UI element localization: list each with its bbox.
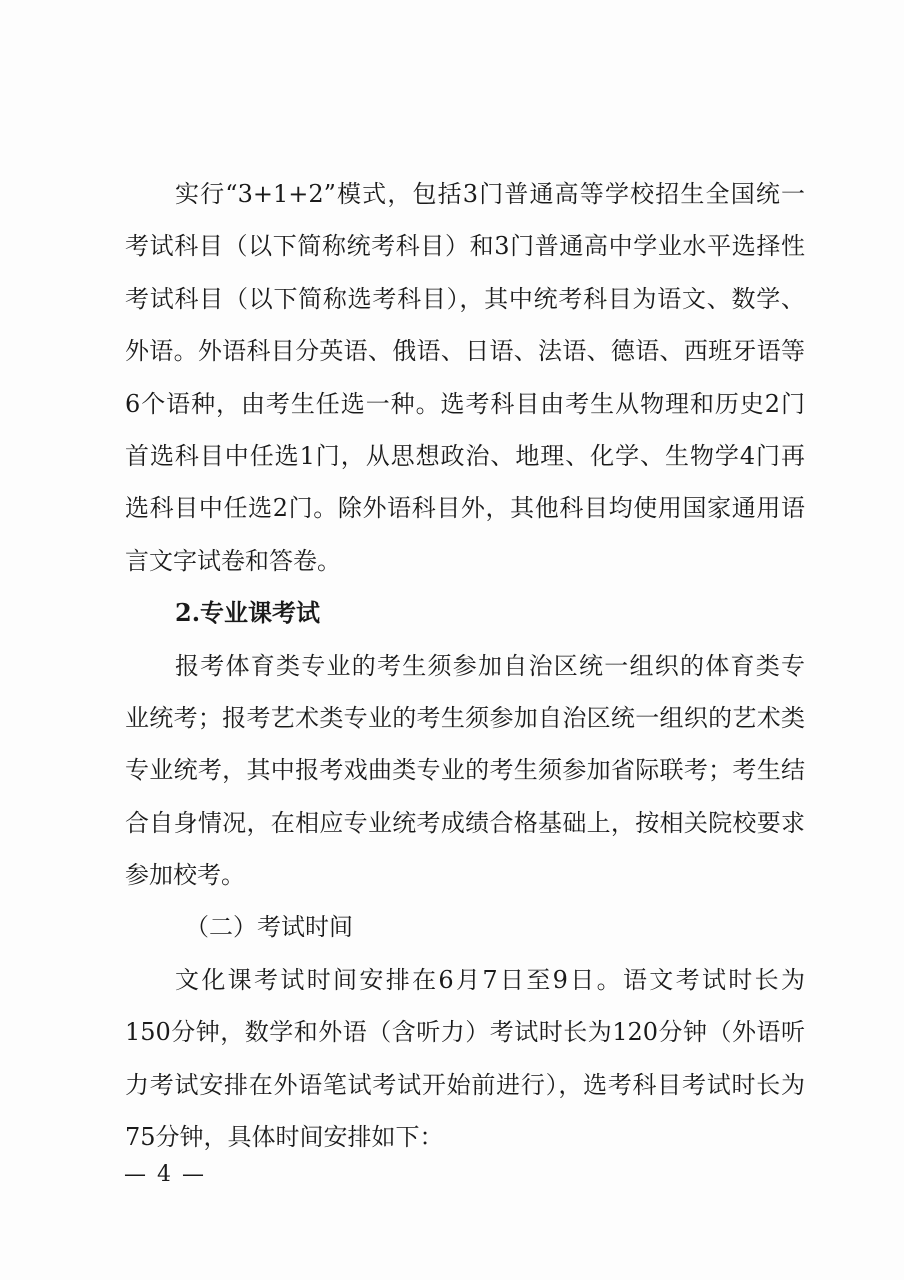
paragraph-3-line: 力考试安排在外语笔试考试开始前进行），选考科目考试时长为: [125, 1070, 805, 1099]
paragraph-2-line: 业统考；报考艺术类专业的考生须参加自治区统一组织的艺术类: [125, 703, 805, 732]
paragraph-2-line: 参加校考。: [125, 861, 245, 890]
paragraph-1-line: 言文字试卷和答卷。: [125, 546, 341, 575]
paragraph-2-line: 专业统考，其中报考戏曲类专业的考生须参加省际联考；考生结: [125, 756, 805, 785]
paragraph-3-line: 文化课考试时间安排在6月7日至9日。语文考试时长为: [175, 965, 805, 994]
paragraph-1-line: 考试科目（以下简称选考科目），其中统考科目为语文、数学、: [125, 284, 805, 313]
paragraph-1-line: 6个语种，由考生任选一种。选考科目由考生从物理和历史2门: [125, 389, 805, 418]
page-number: — 4 —: [124, 1162, 206, 1187]
paragraph-1-line: 外语。外语科目分英语、俄语、日语、法语、德语、西班牙语等: [125, 337, 805, 366]
paragraph-1-line: 首选科目中任选1门，从思想政治、地理、化学、生物学4门再: [125, 441, 805, 470]
paragraph-1-line: 实行“3+1+2”模式，包括3门普通高等学校招生全国统一: [175, 180, 805, 208]
paragraph-3-line: 75分钟，具体时间安排如下：: [125, 1123, 444, 1152]
paragraph-3-line: 150分钟，数学和外语（含听力）考试时长为120分钟（外语听: [125, 1018, 805, 1047]
paragraph-1-line: 选科目中任选2门。除外语科目外，其他科目均使用国家通用语: [125, 494, 805, 523]
paragraph-2-line: 合自身情况，在相应专业统考成绩合格基础上，按相关院校要求: [125, 808, 805, 837]
paragraph-1-line: 考试科目（以下简称统考科目）和3门普通高中学业水平选择性: [125, 232, 805, 261]
section-heading-exam-time: （二）考试时间: [185, 913, 353, 942]
subheading-professional-exam: 2.专业课考试: [175, 598, 321, 628]
paragraph-2-line: 报考体育类专业的考生须参加自治区统一组织的体育类专: [175, 651, 805, 680]
document-body: [125, 168, 805, 1163]
